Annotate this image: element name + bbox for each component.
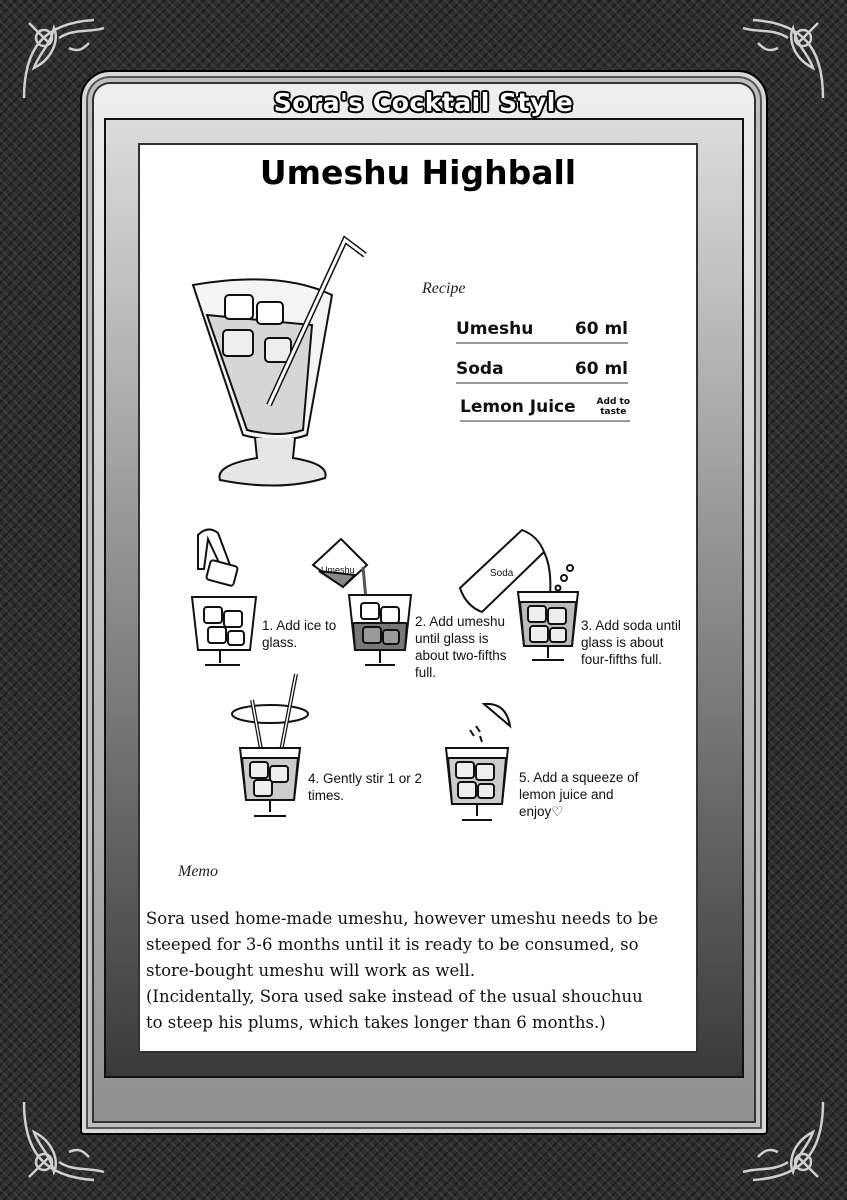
ingredient-amount xyxy=(597,397,630,417)
ingredient-amount: 60 ml xyxy=(574,319,628,339)
step-5-text: 5. Add a squeeze of lemon juice and enjoy♡ xyxy=(519,770,639,819)
step-5-illustration xyxy=(440,700,515,828)
drink-title: Umeshu Highball xyxy=(259,153,577,192)
step-3-illustration xyxy=(460,528,580,673)
step-1-text: 1. Add ice to glass. xyxy=(262,618,337,650)
ingredient-name: Soda xyxy=(456,359,504,379)
lemon-wedge-icon xyxy=(470,704,510,742)
highball-glass-icon xyxy=(185,230,375,495)
memo-label: Memo xyxy=(178,863,218,880)
ice-tongs-icon xyxy=(198,529,238,586)
step-4-text: 4. Gently stir 1 or 2 times. xyxy=(308,771,423,803)
memo-line: to steep his plums, which takes longer than 6 months.) xyxy=(146,1013,606,1032)
memo-line: (Incidentally, Sora used sake instead of the usual shouchuu xyxy=(146,987,643,1006)
amount-line: taste xyxy=(600,407,627,417)
can-label: Soda xyxy=(490,568,514,579)
step-2-text: 2. Add umeshu until glass is about two-fifths full. xyxy=(415,614,507,680)
cup-label: Umeshu xyxy=(321,565,355,575)
step-4-illustration xyxy=(230,672,310,827)
ingredient-row xyxy=(456,352,628,384)
ingredient-name: Lemon Juice xyxy=(460,397,576,417)
memo-line: Sora used home-made umeshu, however umeshu needs to be xyxy=(146,909,658,928)
ingredient-row xyxy=(460,390,630,422)
recipe-label: Recipe xyxy=(422,280,466,297)
step-1-illustration xyxy=(190,525,260,670)
memo-line: store-bought umeshu will work as well. xyxy=(146,961,476,980)
ingredient-row xyxy=(456,312,628,344)
ingredient-amount: 60 ml xyxy=(574,359,628,379)
step-2-illustration xyxy=(305,535,415,670)
step-3-text: 3. Add soda until glass is about four-fifths full. xyxy=(581,618,681,667)
ingredient-name: Umeshu xyxy=(456,319,534,339)
memo-text xyxy=(146,906,696,1036)
amount-line: Add to xyxy=(596,397,630,407)
series-title: Sora's Cocktail Style xyxy=(273,88,574,117)
memo-line: steeped for 3-6 months until it is ready to be consumed, so xyxy=(146,935,639,954)
